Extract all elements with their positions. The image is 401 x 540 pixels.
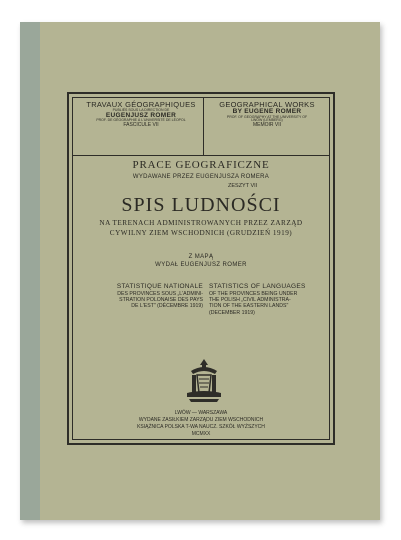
imprint	[73, 410, 329, 438]
series-title: PRACE GEOGRAFICZNE	[132, 159, 270, 171]
book-title: SPIS LUDNOŚCI	[121, 194, 281, 216]
french-title-line3: STRATION POLONAISE DES PAYS	[119, 297, 203, 304]
map-note	[73, 253, 329, 270]
book-cover	[20, 22, 380, 520]
english-title-line5: (DECEMBER 1919)	[209, 309, 255, 316]
english-title	[209, 283, 331, 316]
header-divider-horizontal	[73, 155, 329, 156]
header-right-memoir: MEMOIR VII	[252, 122, 282, 129]
imprint-year: MCMXX	[191, 431, 211, 437]
title-frame-inner	[72, 97, 330, 440]
header-right-series: GEOGRAPHICAL WORKS	[219, 100, 315, 109]
title-frame	[67, 92, 335, 445]
imprint-publisher2: KSIĄŻNICA POLSKA T-WA NAUCZ. SZKÓŁ WYŻSZYCH	[137, 424, 265, 430]
imprint-place: LWÓW — WARSZAWA	[174, 410, 228, 416]
english-title-line1: STATISTICS OF LANGUAGES	[209, 283, 306, 290]
book-subtitle-line1: NA TERENACH ADMINISTROWANYCH PRZEZ ZARZĄD	[99, 219, 303, 227]
header-left-fascicule: FASCICULE VII	[123, 122, 159, 129]
series-editor-line: WYDAWANE PRZEZ EUGENJUSZA ROMERA	[132, 174, 270, 180]
imprint-publisher1: WYDANE ZASIŁKIEM ZARZĄDU ZIEM WSCHODNICH	[138, 417, 264, 423]
map-note-line2: WYDAŁ EUGENJUSZ ROMER	[155, 262, 247, 269]
book-subtitle	[73, 219, 329, 238]
french-title-line4: DE L'EST" (DÉCEMBRE 1919)	[131, 303, 203, 310]
header-left-series: TRAVAUX GÉOGRAPHIQUES	[86, 100, 196, 109]
header-left-line4: PROF. DE GÉOGRAPHIE À L'UNIVERSITÉ DE LÉOPOL	[96, 118, 186, 123]
header-divider-vertical	[203, 98, 204, 155]
book-spine	[20, 22, 40, 520]
english-title-line4: TION OF THE EASTERN LANDS"	[209, 303, 289, 310]
header-left-editor: EUGENJUSZ ROMER	[105, 111, 177, 119]
volume-number: ZESZYT VII	[228, 183, 258, 189]
english-title-line3: THE POLISH „CIVIL ADMINISTRA-	[209, 297, 291, 304]
header-right-line3: PROF. OF GEOGRAPHY AT THE UNIVERSITY OF	[226, 114, 308, 119]
header-left-line2: PUBLIÉS SOUS LA DIRECTION DE	[112, 107, 170, 112]
header-right-editor: BY EUGENE ROMER	[232, 107, 302, 115]
book-subtitle-line2: CYWILNY ZIEM WSCHODNICH (GRUDZIEŃ 1919)	[109, 228, 293, 237]
header-right-line4: LWÓW (LEMBERG)	[251, 118, 283, 123]
header-right	[207, 101, 327, 155]
map-note-line1: Z MAPĄ	[188, 254, 214, 260]
french-title-line1: STATISTIQUE NATIONALE	[116, 283, 203, 290]
english-title-line2: OF THE PROVINCES BEING UNDER	[209, 290, 298, 297]
publisher-emblem-icon	[179, 355, 229, 405]
french-title-line2: DES PROVINCES SOUS „L'ADMINI-	[117, 290, 203, 297]
french-title	[83, 283, 203, 310]
header-left	[79, 101, 203, 155]
